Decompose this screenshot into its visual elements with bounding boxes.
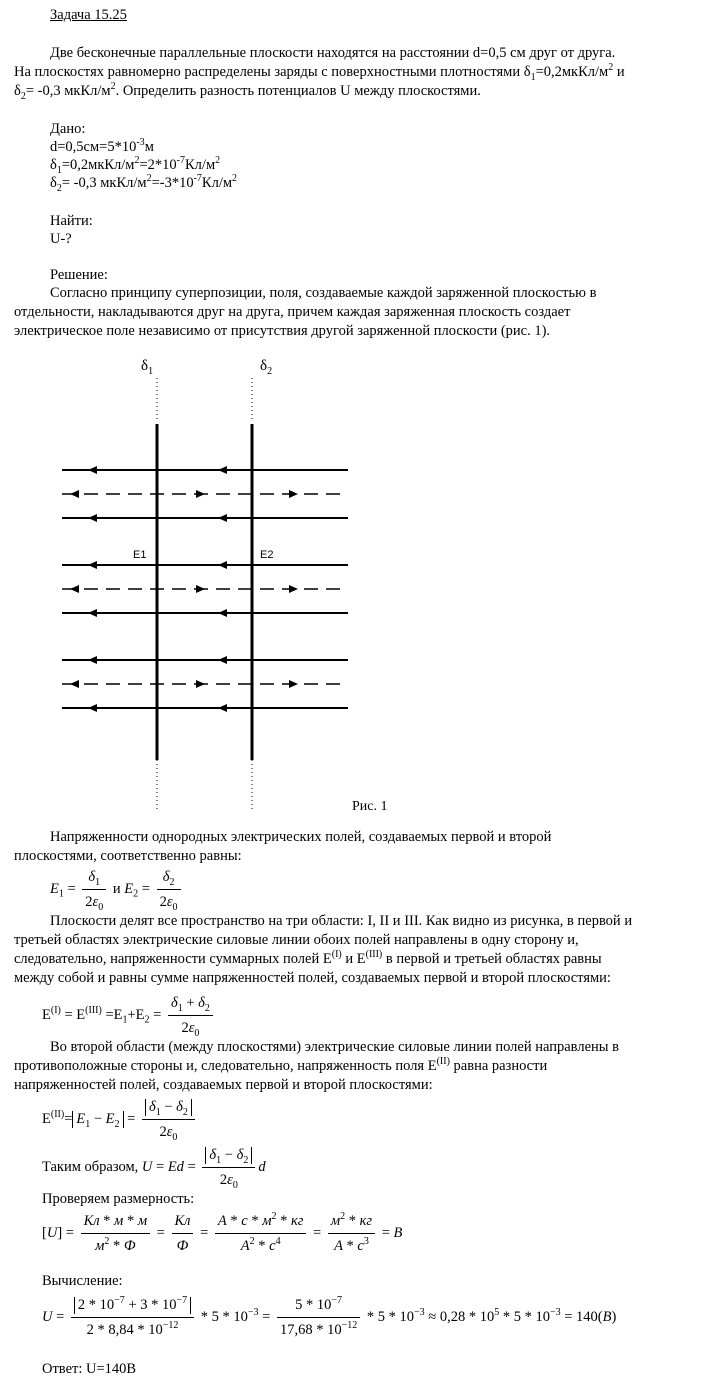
field-arrow-left-icon xyxy=(218,466,227,474)
find-header: Найти: xyxy=(50,213,93,229)
figure-label-e1: E1 xyxy=(133,549,147,561)
calc-header: Вычисление: xyxy=(42,1273,123,1289)
solution-p4-line2: противоположные стороны и, следовательно, напряженность поля $E^{(II)}$ равна разности xyxy=(14,1056,548,1074)
field-arrow-left-icon xyxy=(218,514,227,522)
solution-header: Решение: xyxy=(50,267,108,283)
figure-1-field-lines xyxy=(0,350,420,820)
field-arrow-left-icon xyxy=(88,514,97,522)
field-arrow-left-icon xyxy=(88,656,97,664)
solution-p1-line2: отдельности, накладываются друг на друга, причем каждая заряженная плоскость создает xyxy=(14,304,571,320)
solution-p4-line3: напряженностей полей, создаваемых первой и второй плоскостями: xyxy=(14,1077,433,1093)
figure-label-e2: E2 xyxy=(260,549,274,561)
solution-p1-line1: Согласно принципу суперпозиции, поля, создаваемые каждой заряженной плоскостью в xyxy=(50,285,597,301)
given-sigma1: $\delta_1=0,2мкКл/м^2=2*10^{-7}Кл/м^2$ xyxy=(50,155,221,176)
field-arrow-left-icon xyxy=(88,466,97,474)
check-header: Проверяем размерность: xyxy=(42,1191,195,1207)
field-arrow-left-icon xyxy=(88,704,97,712)
field-arrow-left-icon xyxy=(218,561,227,569)
solution-p3-line3: следовательно, напряженности суммарных полей $E^{(I)}$ и $E^{(III)}$ в первой и третьей областях равны xyxy=(14,949,602,967)
field-arrow-left-icon xyxy=(88,561,97,569)
field-arrow-left-icon xyxy=(70,680,79,688)
formula-dimension: [U] = $\frac{Кл * м * м}{м^2 * Ф}$ = $\frac{Кл}{Ф}$ = $\frac{А * с * м^2 * кг}{А^2 * с^4}$ = $\frac{м^2 * кг}{А * с^3}$ = В xyxy=(42,1211,403,1254)
field-arrow-left-icon xyxy=(70,490,79,498)
field-arrow-right-icon xyxy=(289,680,298,688)
field-arrow-left-icon xyxy=(218,609,227,617)
problem-line-2: На плоскостях равномерно распределены заряды с поверхностными плотностями $\delta_1=0,2мкКл/м^2$ и xyxy=(14,62,625,83)
find-value: U-? xyxy=(50,231,72,247)
solution-p3-line4: между собой и равны сумме напряженностей полей, создаваемых первой и второй плоскостями: xyxy=(14,970,611,986)
figure-caption: Рис. 1 xyxy=(352,799,388,814)
given-header: Дано: xyxy=(50,121,86,137)
problem-line-1: Две бесконечные параллельные плоскости находятся на расстоянии d=0,5 см друг от друга. xyxy=(50,45,616,61)
problem-line-3: $\delta_2= -0,3$ мкКл/$м^2$. Определить разность потенциалов U между плоскостями. xyxy=(14,81,481,102)
given-sigma2: $\delta_2= -0,3$ мкКл/$м^2=-3*10^{-7}Кл/м^2$ xyxy=(50,173,238,194)
field-arrow-right-icon xyxy=(289,585,298,593)
given-d: $d=0,5см=5*10^{-3}м$ xyxy=(50,137,154,155)
page-title: Задача 15.25 xyxy=(50,7,127,23)
solution-p1-line3: электрическое поле независимо от присутствия другой заряженной плоскости (рис. 1). xyxy=(14,323,551,339)
formula-e1-e2: $E_1$ = $\frac{\delta_1}{2\varepsilon_0}$ и $E_2$ = $\frac{\delta_2}{2\varepsilon_0}$ xyxy=(50,866,184,913)
solution-p2-line2: плоскостями, соответственно равны: xyxy=(14,848,242,864)
formula-sum: $E^{(I)} = E^{(III)} =E_1+E_2$ = $\frac{\delta_1 + \delta_2}{2\varepsilon_0}$ xyxy=(42,992,216,1039)
formula-difference: $E^{(II)}= E_1 - E_2$ = $\frac{\delta_1 - \delta_2}{2\varepsilon_0}$ xyxy=(42,1096,198,1143)
figure-label-sigma2: $\delta_2$ xyxy=(260,358,273,377)
field-arrow-left-icon xyxy=(88,609,97,617)
field-arrow-left-icon xyxy=(70,585,79,593)
solution-p3-line2: третьей областях электрические силовые линии обоих полей направлены в одну сторону и, xyxy=(14,932,579,948)
figure-label-sigma1: $\delta_1$ xyxy=(141,358,154,377)
field-arrow-right-icon xyxy=(196,585,205,593)
solution-p4-line1: Во второй области (между плоскостями) электрические силовые линии полей направлены в xyxy=(50,1039,619,1055)
solution-p3-line1: Плоскости делят все пространство на три области: I, II и III. Как видно из рисунка, в первой и xyxy=(50,913,633,929)
field-arrow-right-icon xyxy=(289,490,298,498)
field-arrow-left-icon xyxy=(218,704,227,712)
field-arrow-left-icon xyxy=(218,656,227,664)
answer: Ответ: U=140В xyxy=(42,1361,137,1377)
field-arrow-right-icon xyxy=(196,680,205,688)
solution-p2-line1: Напряженности однородных электрических полей, создаваемых первой и второй xyxy=(50,829,552,845)
formula-calculation: U = $\frac{2 * 10^{-7} + 3 * 10^{-7}}{2 * 8,84 * 10^{-12}}$ * $5 * 10^{-3}$ = $\frac{5 * 10^{-7}}{17,68 * 10^{-12}}$ * $5 * 10^{-3} \approx 0,28 * 10^5 * 5 * 10^{-3} = 140(В)$ xyxy=(42,1295,617,1338)
field-arrow-right-icon xyxy=(196,490,205,498)
formula-potential: Таким образом, U = Ed = $\frac{\delta_1 - \delta_2}{2\varepsilon_0}$ d xyxy=(42,1144,266,1191)
